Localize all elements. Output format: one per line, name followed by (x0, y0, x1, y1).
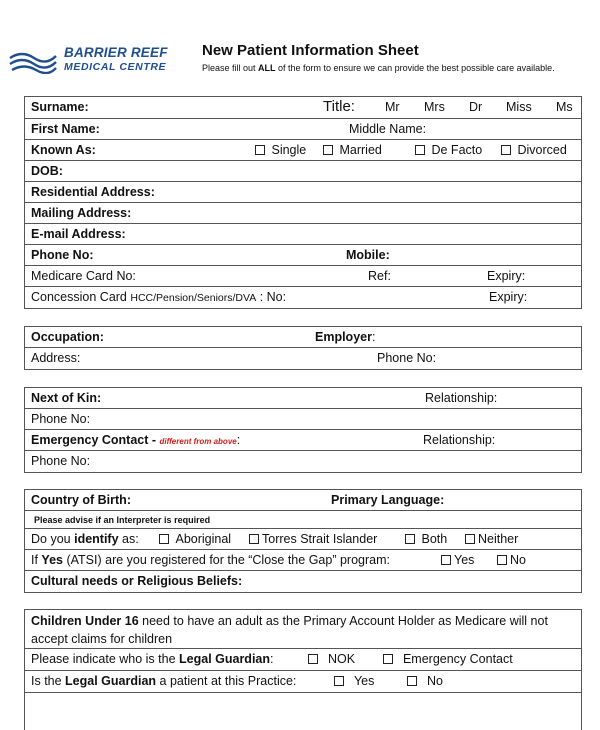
cultural-needs-label: Cultural needs or Religious Beliefs: (31, 574, 243, 588)
checkbox[interactable] (334, 676, 344, 686)
clinic-name-line2: MEDICAL CENTRE (64, 61, 167, 73)
next-of-kin-label: Next of Kin: (31, 391, 102, 405)
legal-guardian-row[interactable] (25, 649, 581, 671)
language-label: Primary Language: (331, 493, 445, 507)
medicare-row[interactable] (25, 266, 581, 287)
first-name-label: First Name: (31, 122, 100, 136)
guardian-emergency-contact[interactable]: Emergency Contact (383, 652, 513, 666)
surname-label: Surname: (31, 100, 89, 114)
concession-label: Concession Card HCC/Pension/Seniors/DVA : No: (31, 290, 287, 304)
ref-label: Ref: (368, 269, 391, 283)
known-as-label: Known As: (31, 143, 96, 157)
status-divorced[interactable]: Divorced (501, 143, 567, 157)
checkbox[interactable] (415, 145, 425, 155)
interpreter-row (25, 511, 581, 529)
emergency-contact-row[interactable] (25, 430, 581, 451)
kin-phone-row[interactable] (25, 409, 581, 430)
phone-label: Phone No: (31, 248, 94, 262)
residential-address-label: Residential Address: (31, 185, 155, 199)
identify-aboriginal[interactable]: Aboriginal (159, 532, 231, 546)
dob-row[interactable] (25, 161, 581, 182)
checkbox[interactable] (501, 145, 511, 155)
concession-row[interactable] (25, 287, 581, 308)
emergency-relationship-label: Relationship: (423, 433, 496, 447)
identify-label: Do you identify as: (31, 532, 139, 546)
checkbox[interactable] (159, 534, 169, 544)
identify-both[interactable]: Both (405, 532, 447, 546)
employer-label: Employer: (315, 330, 376, 344)
status-single[interactable]: Single (255, 143, 306, 157)
emergency-phone-label: Phone No: (31, 454, 91, 468)
title-option-mrs[interactable]: Mrs (424, 100, 445, 114)
mailing-address-row[interactable] (25, 203, 581, 224)
email-row[interactable] (25, 224, 581, 245)
children-notice-row (25, 610, 581, 649)
page-subtitle: Please fill out ALL of the form to ensure we can provide the best possible care available. (202, 63, 555, 73)
mailing-address-label: Mailing Address: (31, 206, 132, 220)
occupation-section (24, 326, 582, 370)
ctg-no[interactable]: No (497, 553, 526, 567)
next-of-kin-row[interactable] (25, 388, 581, 409)
email-label: E-mail Address: (31, 227, 126, 241)
ctg-yes[interactable]: Yes (441, 553, 474, 567)
country-row[interactable] (25, 490, 581, 511)
guardian-nok[interactable]: NOK (308, 652, 355, 666)
close-the-gap-label: If Yes (ATSI) are you registered for the “Close the Gap” program: (31, 553, 390, 567)
checkbox[interactable] (255, 145, 265, 155)
middle-name-label: Middle Name: (349, 122, 427, 136)
guardian-patient-no[interactable]: No (407, 674, 443, 688)
clinic-name-line1: BARRIER REEF (64, 45, 168, 60)
checkbox[interactable] (497, 555, 507, 565)
checkbox[interactable] (441, 555, 451, 565)
title-label: Title: (323, 98, 355, 115)
occupation-row[interactable] (25, 327, 581, 348)
title-option-mr[interactable]: Mr (385, 100, 400, 114)
cultural-needs-row[interactable] (25, 571, 581, 592)
occupation-label: Occupation: (31, 330, 104, 344)
wave-icon (8, 50, 58, 74)
identify-row[interactable] (25, 529, 581, 550)
country-label: Country of Birth: (31, 493, 131, 507)
emergency-phone-row[interactable] (25, 451, 581, 472)
clinic-name (64, 46, 168, 74)
first-name-row[interactable] (25, 119, 581, 140)
next-of-kin-section (24, 387, 582, 473)
status-de-facto[interactable]: De Facto (415, 143, 482, 157)
checkbox[interactable] (323, 145, 333, 155)
checkbox[interactable] (383, 654, 393, 664)
known-as-row[interactable] (25, 140, 581, 161)
interpreter-note: Please advise if an Interpreter is required (34, 515, 211, 525)
checkbox[interactable] (249, 534, 259, 544)
surname-row[interactable] (25, 97, 581, 119)
checkbox[interactable] (407, 676, 417, 686)
legal-guardian-label: Please indicate who is the Legal Guardian: (31, 652, 274, 666)
expiry-label: Expiry: (487, 269, 526, 283)
clinic-logo (8, 44, 178, 80)
different-note: different from above (159, 437, 237, 446)
checkbox[interactable] (465, 534, 475, 544)
mobile-label: Mobile: (346, 248, 390, 262)
work-address-label: Address: (31, 351, 81, 365)
close-the-gap-row[interactable] (25, 550, 581, 571)
medicare-label: Medicare Card No: (31, 269, 136, 283)
guardian-patient-label: Is the Legal Guardian a patient at this Practice: (31, 674, 297, 688)
guardian-patient-yes[interactable]: Yes (334, 674, 374, 688)
work-address-row[interactable] (25, 348, 581, 369)
page-title: New Patient Information Sheet (202, 42, 419, 59)
cultural-background-section (24, 489, 582, 593)
checkbox[interactable] (405, 534, 415, 544)
status-married[interactable]: Married (323, 143, 382, 157)
work-phone-label: Phone No: (377, 351, 437, 365)
dob-label: DOB: (31, 164, 63, 178)
checkbox[interactable] (308, 654, 318, 664)
children-section (24, 609, 582, 730)
residential-address-row[interactable] (25, 182, 581, 203)
personal-details-section (24, 96, 582, 309)
children-notice: Children Under 16 need to have an adult as the Primary Account Holder as Medicare will not accept claims for children (31, 614, 548, 646)
identify-torres-strait[interactable]: Torres Strait Islander (249, 532, 377, 546)
emergency-contact-label: Emergency Contact - different from above: (31, 433, 241, 447)
phone-row[interactable] (25, 245, 581, 266)
guardian-patient-row[interactable] (25, 671, 581, 693)
kin-phone-label: Phone No: (31, 412, 91, 426)
kin-relationship-label: Relationship: (425, 391, 498, 405)
identify-neither[interactable]: Neither (465, 532, 518, 546)
title-option-miss[interactable]: Miss (506, 100, 532, 114)
concession-expiry-label: Expiry: (489, 290, 528, 304)
title-option-dr[interactable]: Dr (469, 100, 483, 114)
title-option-ms[interactable]: Ms (556, 100, 573, 114)
